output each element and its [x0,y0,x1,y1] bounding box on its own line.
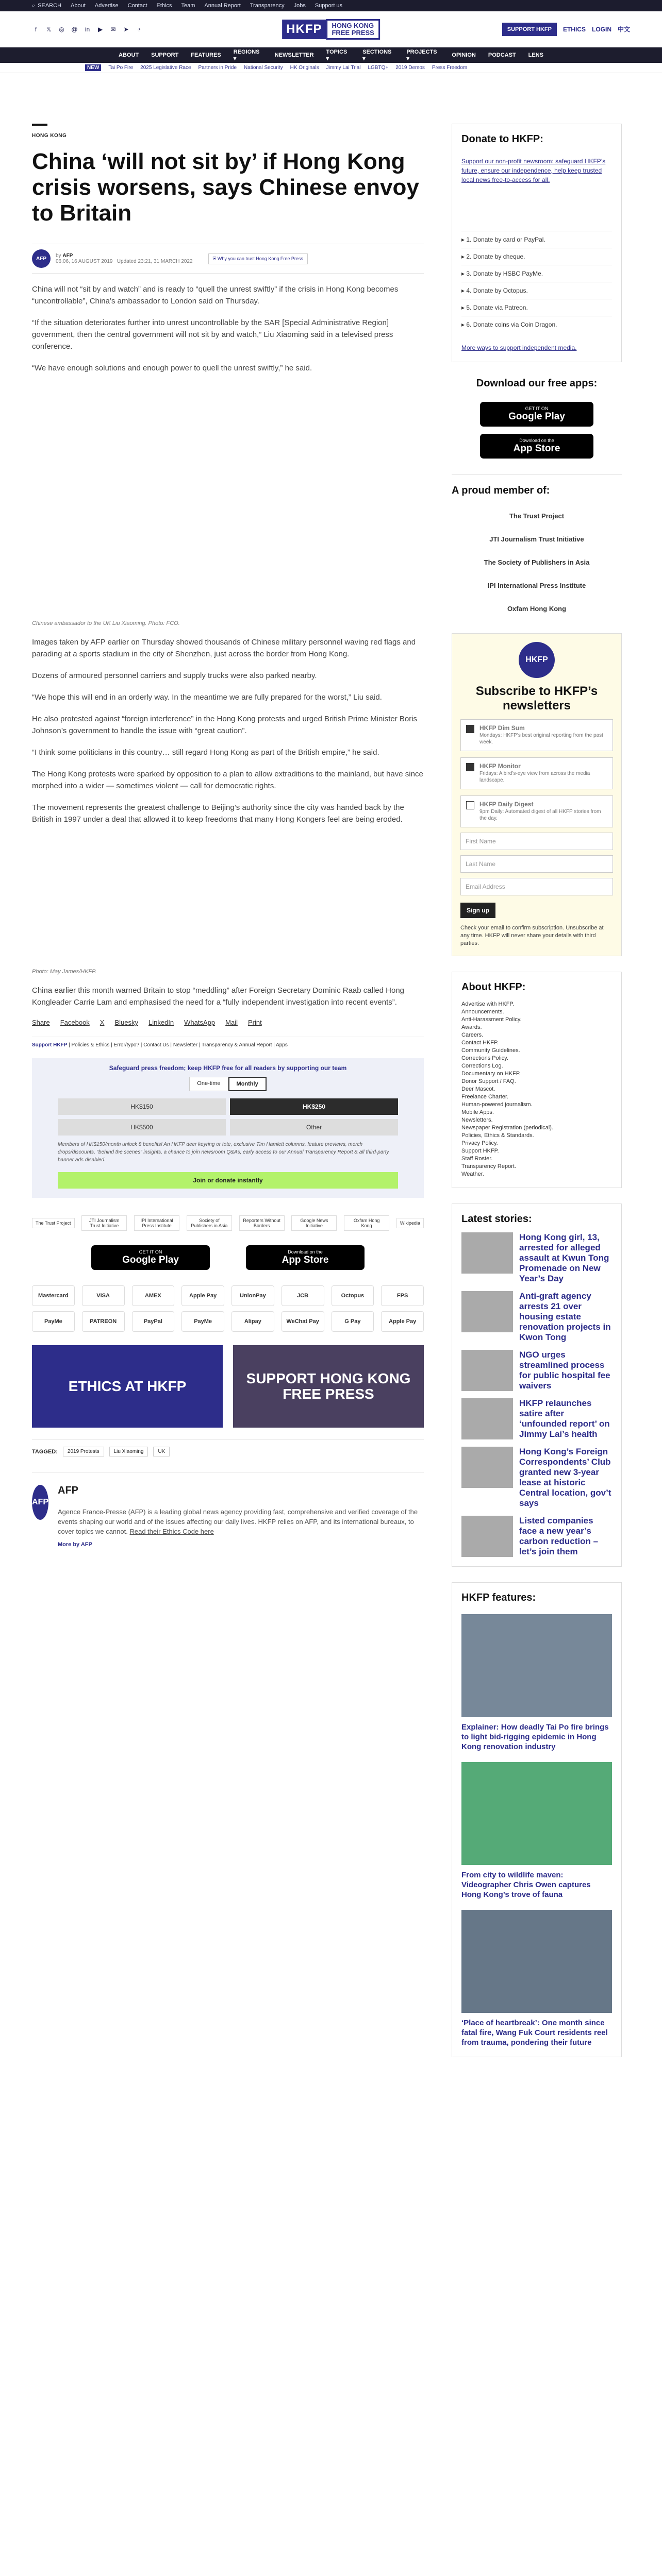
topbar-team[interactable]: Team [181,3,195,9]
about-link[interactable]: Transparency Report. [461,1163,516,1170]
partner-logo[interactable]: Google News Initiative [291,1215,337,1231]
newsletter-option[interactable]: HKFP Daily Digest 9pm Daily: Automated digest of all HKFP stories from the day. [460,795,613,827]
linkedin-icon[interactable]: in [85,25,90,33]
newsletter-widget [452,633,622,956]
chevron-right-icon: ▸ [461,304,465,311]
google-play-button[interactable]: GET IT ON Google Play [91,1245,210,1270]
shield-icon: ⛨ [212,256,217,261]
updated-date: Updated 23:21, 31 MARCH 2022 [117,259,193,264]
chevron-down-icon: ▾ [326,55,329,62]
topbar-advertise[interactable]: Advertise [94,3,119,9]
error-link[interactable]: Error/typo? [113,1042,140,1048]
ethics-code-link[interactable]: Read their Ethics Code here [129,1528,214,1535]
donation-box [32,1058,424,1198]
share-print[interactable]: Print [247,1019,262,1026]
share-facebook[interactable]: Facebook [60,1019,90,1026]
nav-lens[interactable]: LENS [528,52,543,58]
image-caption: Chinese ambassador to the UK Liu Xiaoming. Photo: FCO. [32,620,180,626]
tag[interactable]: UK [153,1447,170,1456]
story-thumbnail [461,1516,513,1557]
story-thumbnail [461,1447,513,1488]
apps-title: Download our free apps: [476,378,598,389]
article-image [32,825,424,959]
feature-link[interactable]: ‘Place of heartbreak’: One month since fatal fire, Wang Fuk Court residents reel from trauma, pondering their future [461,2019,608,2047]
latest-story[interactable]: Listed companies face a new year’s carbon reduction – let’s join them [461,1516,612,1557]
author-name[interactable]: AFP [58,1485,78,1496]
chevron-right-icon: ▸ [461,236,465,243]
hkfp-logo: HKFP [519,642,555,678]
donate-option[interactable]: ▸ 2. Donate by cheque. [461,248,612,265]
unionpay-icon: UnionPay [231,1285,274,1306]
join-donate-button[interactable]: Join or donate instantly [58,1172,398,1189]
donate-option[interactable]: ▸ 6. Donate coins via Coin Dragon. [461,316,612,333]
nav-topics[interactable]: TOPICS ▾ [326,48,347,62]
member-logo[interactable]: JTI Journalism Trust Initiative [489,535,584,543]
topbar-about[interactable]: About [71,3,86,9]
about-link[interactable]: Contact HKFP. [461,1040,499,1046]
topbar-contact[interactable]: Contact [127,3,147,9]
donate-option[interactable]: ▸ 1. Donate by card or PayPal. [461,231,612,248]
about-link[interactable]: Documentary on HKFP. [461,1071,521,1077]
chevron-right-icon: ▸ [461,321,465,328]
fps-icon: FPS [381,1285,424,1306]
about-link[interactable]: Community Guidelines. [461,1047,520,1054]
about-link[interactable]: Newspaper Registration (periodical). [461,1125,553,1131]
latest-story[interactable]: Anti-graft agency arrests 21 over housing estate renovation projects in Kwon Tong [461,1291,612,1343]
about-link[interactable]: Mobile Apps. [461,1109,494,1115]
trending-link[interactable]: 2025 Legislative Race [140,65,191,71]
patreon-icon: PATREON [82,1311,125,1332]
trending-link[interactable]: Jimmy Lai Trial [326,65,361,71]
paragraph: “We hope this will end in an orderly way. In the meantime we are fully prepared for the worst,” Liu said. [32,693,382,702]
image-caption: Photo: May James/HKFP. [32,969,97,975]
contact-link[interactable]: Contact Us [143,1042,169,1048]
social-links [32,25,143,33]
chevron-down-icon: ▾ [362,55,366,62]
facebook-icon[interactable]: f [35,25,37,33]
about-link[interactable]: Advertise with HKFP. [461,1001,515,1007]
payment-methods [32,1285,424,1332]
nav-about[interactable]: ABOUT [119,52,139,58]
partner-logos [32,1215,424,1231]
trust-button[interactable]: ⛨ Why you can trust Hong Kong Free Press [208,253,308,264]
share-bar [32,1019,424,1028]
paypal-icon: PayPal [132,1311,175,1332]
jcb-icon: JCB [282,1285,324,1306]
topbar-jobs[interactable]: Jobs [293,3,306,9]
about-link[interactable]: Staff Roster. [461,1156,493,1162]
author-box [32,1472,424,1548]
monthly-tab[interactable]: Monthly [228,1077,267,1091]
about-link[interactable]: Careers. [461,1032,484,1038]
x-icon[interactable]: 𝕏 [46,25,52,33]
partner-logo[interactable]: The Trust Project [32,1218,75,1228]
donate-option[interactable]: ▸ 4. Donate by Octopus. [461,282,612,299]
share-x[interactable]: X [100,1019,105,1026]
paragraph: “If the situation deteriorates further into unrest uncontrollable by the SAR [Special Administrative Region] government, then the central government will not sit by and watch,” Liu Xiaoming said in a televised press conference. [32,318,393,351]
ethics-banner[interactable]: ETHICS AT HKFP [32,1345,223,1428]
membership-note: Members of HK$150/month unlock 8 benefits! An HKFP deer keyring or tote, exclusive Tim Hamlett columns, feature previews, merch drops/discounts, “behind the scenes” insights, a chance to join newsroom Q&As, early access to our Annual Transparency Report & all third-party banner ads disabled. [58,1142,389,1163]
chevron-down-icon: ▾ [233,55,237,62]
topbar-transparency[interactable]: Transparency [250,3,285,9]
author-bio: Agence France-Presse (AFP) is a leading global news agency providing fast, comprehensive and verified coverage of the events shaping our world and of the issues affecting our daily lives. HKFP relies on AFP, and its international bureaux, to cover topics we cannot. Read their Ethics Code here [58,1508,418,1535]
nav-podcast[interactable]: PODCAST [488,52,516,58]
donate-option[interactable]: ▸ 3. Donate by HSBC PayMe. [461,265,612,282]
feature-link[interactable]: Explainer: How deadly Tai Po fire brings to light bid-rigging epidemic in Hong Kong renovation industry [461,1723,609,1751]
about-link[interactable]: Support HKFP. [461,1148,499,1154]
last-name-field[interactable]: Last Name [460,855,613,873]
google-pay-icon: G Pay [332,1311,374,1332]
features-widget: HKFP features: Explainer: How deadly Tai Po fire brings to light bid-rigging epidemic in Hong Kong renovation industry From city to wildlife maven: Videographer Chris Owen captures Hong Kong’s trove of fauna ‘Place of heartbreak’: One month since fatal fire, Wang Fuk Court residents reel from trauma, pondering their future [452,1582,622,2057]
member-logo[interactable]: The Society of Publishers in Asia [484,558,590,566]
donation-heading: Safeguard press freedom; keep HKFP free for all readers by supporting our team [109,1064,347,1072]
mastercard-icon: Mastercard [32,1285,75,1306]
apple-pay-icon: Apple Pay [381,1311,424,1332]
login-link[interactable]: LOGIN [591,25,611,33]
author-avatar[interactable]: AFP [32,1485,48,1520]
about-link[interactable]: Corrections Log. [461,1063,503,1069]
sidebar [452,124,622,2057]
language-switch[interactable]: 中文 [617,26,630,33]
paragraph: “We have enough solutions and enough power to quell the unrest swiftly,” he said. [32,364,312,372]
partner-logo[interactable]: Society of Publishers in Asia [187,1215,232,1231]
apps-link[interactable]: Apps [276,1042,288,1048]
chevron-right-icon: ▸ [461,253,465,260]
story-thumbnail [461,1350,513,1391]
article-category[interactable]: HONG KONG [32,133,67,139]
about-link[interactable]: Weather. [461,1171,484,1177]
trending-link[interactable]: National Security [244,65,283,71]
chevron-right-icon: ▸ [461,270,465,277]
one-time-tab[interactable]: One-time [189,1077,228,1091]
new-badge: NEW [85,64,101,71]
latest-story[interactable]: NGO urges streamlined process for public hospital fee waivers [461,1350,612,1391]
partner-logo[interactable]: JTI Journalism Trust Initiative [81,1215,127,1231]
partner-logo[interactable]: Oxfam Hong Kong [344,1215,389,1231]
apple-pay-icon: Apple Pay [181,1285,224,1306]
support-hkfp-link[interactable]: Support HKFP [32,1042,68,1048]
nav-features[interactable]: FEATURES [191,52,221,58]
topbar-support[interactable]: Support us [315,3,343,9]
amex-icon: AMEX [132,1285,175,1306]
support-hkfp-button[interactable]: SUPPORT HKFP [502,23,557,36]
nav-newsletter[interactable]: NEWSLETTER [274,52,314,58]
paragraph: China will not “sit by and watch” and is ready to “quell the unrest swiftly” if the crisis in Hong Kong becomes “uncontrollable”, China’s ambassador to London said on Thursday. [32,285,399,306]
checkbox-checked[interactable] [466,725,474,733]
feature-image[interactable] [461,1910,612,2013]
about-link[interactable]: Deer Mascot. [461,1086,495,1092]
search-link[interactable]: ⌕ SEARCH [32,2,62,9]
story-thumbnail [461,1398,513,1439]
email-icon[interactable]: ✉ [110,25,116,33]
topbar-annual-report[interactable]: Annual Report [204,3,241,9]
about-link[interactable]: Announcements. [461,1009,504,1015]
search-icon: ⌕ [32,2,36,9]
paragraph: The Hong Kong protests were sparked by opposition to a plan to allow extraditions to the mainland, but have since morphed into a wider — sometimes violent — call for democratic rights. [32,770,423,790]
main-nav [0,47,662,63]
trending-link[interactable]: HK Originals [290,65,319,71]
tags-row: TAGGED: 2019 Protests Liu Xiaoming UK [32,1439,424,1456]
youtube-icon[interactable]: ▶ [97,25,103,33]
nav-support[interactable]: SUPPORT [151,52,179,58]
share-mail[interactable]: Mail [225,1019,238,1026]
trending-link[interactable]: Tai Po Fire [108,65,134,71]
nav-projects[interactable]: PROJECTS ▾ [406,48,437,62]
google-play-button[interactable]: GET IT ON Google Play [480,402,593,427]
payme-icon: PayMe [32,1311,75,1332]
apps-widget [452,378,622,459]
about-link[interactable]: Policies, Ethics & Standards. [461,1132,534,1139]
share-linkedin[interactable]: LinkedIn [148,1019,174,1026]
partner-logo[interactable]: Reporters Without Borders [239,1215,285,1231]
checkbox[interactable] [466,801,474,809]
byline: AFP by AFP 06:06, 16 AUGUST 2019 Updated 23:21, 31 MARCH 2022 ⛨ Why you can trust Hong Kong Free Press [32,244,424,274]
trending-bar [0,63,662,73]
about-link[interactable]: Corrections Policy. [461,1055,508,1061]
top-utility-bar [0,0,662,11]
checkbox-checked[interactable] [466,763,474,771]
payme-icon: PayMe [181,1311,224,1332]
tag[interactable]: Liu Xiaoming [109,1447,148,1456]
about-link[interactable]: Anti-Harassment Policy. [461,1016,522,1023]
trending-link[interactable]: Partners in Pride [198,65,237,71]
nav-regions[interactable]: REGIONS ▾ [233,48,260,62]
app-store-button[interactable]: Download on the App Store [480,434,593,459]
tag[interactable]: 2019 Protests [63,1447,104,1456]
about-link[interactable]: Newsletters. [461,1117,493,1123]
author-avatar[interactable]: AFP [32,249,51,268]
feature-link[interactable]: From city to wildlife maven: Videographer Chris Owen captures Hong Kong’s trove of fauna [461,1871,591,1899]
footer-links: Support HKFP | Policies & Ethics | Error/typo? | Contact Us | Newsletter | Transparency & Annual Report | Apps [32,1037,424,1048]
member-logo[interactable]: IPI International Press Institute [487,582,586,589]
share-whatsapp[interactable]: WhatsApp [184,1019,216,1026]
story-thumbnail [461,1291,513,1332]
nav-sections[interactable]: SECTIONS ▾ [362,48,392,62]
policies-link[interactable]: Policies & Ethics [71,1042,110,1048]
article-image [32,374,424,611]
paragraph: Images taken by AFP earlier on Thursday showed thousands of Chinese military personnel waving red flags and parading at a sports stadium in the city of Shenzhen, just across the border from Hong Kong. [32,638,416,658]
paragraph: Dozens of armoured personnel carriers and supply trucks were also parked nearby. [32,671,317,680]
share-bluesky[interactable]: Bluesky [114,1019,138,1026]
donate-widget [452,124,622,362]
member-widget: A proud member of: The Trust Project JTI Journalism Trust Initiative The Society of Publishers in Asia IPI International Press Institute Oxfam Hong Kong [452,474,622,613]
chevron-right-icon: ▸ [461,287,465,294]
partner-logo[interactable]: IPI International Press Institute [134,1215,179,1231]
article [32,124,424,1548]
trending-link[interactable]: Press Freedom [432,65,468,71]
app-store-buttons [32,1245,424,1270]
newsletter-title: Subscribe to HKFP’s newsletters [475,684,598,713]
more-ways-link[interactable]: More ways to support independent media. [461,344,577,351]
signup-button[interactable]: Sign up [460,903,495,918]
nav-opinion[interactable]: OPINION [452,52,476,58]
amount-option-selected[interactable]: HK$250 [230,1098,398,1115]
about-link[interactable]: Privacy Policy. [461,1140,498,1146]
newsletter-note: Check your email to confirm subscription. Unsubscribe at any time. HKFP will never share your details with third parties. [460,925,604,946]
transparency-link[interactable]: Transparency & Annual Report [202,1042,272,1048]
amount-option[interactable]: HK$150 [58,1098,226,1115]
threads-icon[interactable]: @ [71,25,78,33]
telegram-icon[interactable]: ➤ [123,25,129,33]
amount-option[interactable]: HK$500 [58,1119,226,1136]
share-link[interactable]: Share [32,1019,50,1026]
about-link[interactable]: Human-powered journalism. [461,1101,533,1108]
donate-text-link[interactable]: Support our non-profit newsroom: safeguard HKFP’s future, ensure our independence, help keep trusted local news free-to-access for all. [461,158,606,183]
chevron-down-icon: ▾ [406,55,409,62]
partner-logo[interactable]: Wikipedia [396,1218,424,1228]
trending-link[interactable]: LGBTQ+ [368,65,389,71]
author-name[interactable]: AFP [62,253,73,259]
trending-link[interactable]: 2019 Demos [395,65,425,71]
more-by-author-link[interactable]: More by AFP [58,1541,92,1548]
latest-stories-widget: Latest stories: Hong Kong girl, 13, arrested for alleged assault at Kwun Tong Promenade on New Year’s Day Anti-graft agency arrests 21 over housing estate renovation projects in Kwon Tong NGO urges streamlined process for public hospital fee waivers HKFP relaunches satire after ‘unfounded report’ on Jimmy Lai’s health Hong Kong’s Foreign Correspondents’ Club granted new 3-year lease at historic Central location, gov’t says Listed companies face a new year’s carbon reduction – let’s join them [452,1204,622,1567]
story-thumbnail [461,1232,513,1274]
about-link[interactable]: Freelance Charter. [461,1094,509,1100]
ethics-link[interactable]: ETHICS [562,25,586,33]
rss-icon[interactable]: ◔ [137,25,141,33]
instagram-icon[interactable]: ◎ [59,25,64,33]
feature-image[interactable] [461,1614,612,1717]
promo-banners [32,1345,424,1428]
wechat-pay-icon: WeChat Pay [282,1311,324,1332]
newsletter-option[interactable]: HKFP Monitor Fridays: A bird’s-eye view from across the media landscape. [460,757,613,789]
support-banner[interactable]: SUPPORT HONG KONG FREE PRESS [233,1345,424,1428]
amount-option-other[interactable]: Other [230,1119,398,1136]
octopus-icon: Octopus [332,1285,374,1306]
member-logo[interactable]: Oxfam Hong Kong [507,605,567,613]
first-name-field[interactable]: First Name [460,833,613,850]
email-field[interactable]: Email Address [460,878,613,895]
newsletter-option[interactable]: HKFP Dim Sum Mondays: HKFP’s best original reporting from the past week. [460,719,613,751]
member-logo[interactable]: The Trust Project [509,512,565,520]
paragraph: “I think some politicians in this country… still regard Hong Kong as part of the British empire,” he said. [32,748,379,757]
feature-image[interactable] [461,1762,612,1865]
donate-option[interactable]: ▸ 5. Donate via Patreon. [461,299,612,316]
topbar-ethics[interactable]: Ethics [156,3,172,9]
hkfp-logo[interactable]: HKFP HONG KONG FREE PRESS [282,19,380,40]
article-title: China ‘will not sit by’ if Hong Kong crisis worsens, says Chinese envoy to Britain [32,149,419,226]
app-store-button[interactable]: Download on the App Store [246,1245,365,1270]
visa-icon: VISA [82,1285,125,1306]
donate-title: Donate to HKFP: [461,133,543,145]
latest-story[interactable]: Hong Kong girl, 13, arrested for alleged assault at Kwun Tong Promenade on New Year’s Day [461,1232,612,1284]
about-widget: About HKFP: Advertise with HKFP. Announcements. Anti-Harassment Policy. Awards. Careers. Contact HKFP. Community Guidelines. Corrections Policy. Corrections Log. Documentary on HKFP. Donor Support / FAQ. Deer Mascot. Freelance Charter. Human-powered journalism. Mobile Apps. Newsletters. Newspaper Registration (periodical). Policies, Ethics & Standards. Privacy Policy. Support HKFP. Staff Roster. Transparency Report. Weather. [452,972,622,1188]
publish-date: 06:06, 16 AUGUST 2019 [56,259,113,264]
paragraph: The movement represents the greatest challenge to Beijing’s authority since the city was handed back by the British in 1997 under a deal that allowed it to keep freedoms that many Hong Kongers feel are being eroded. [32,803,404,824]
site-header [0,11,662,47]
title-rule [32,124,47,126]
newsletter-link[interactable]: Newsletter [173,1042,198,1048]
latest-story[interactable]: Hong Kong’s Foreign Correspondents’ Club granted new 3-year lease at historic Central location, gov’t says [461,1447,612,1509]
paragraph: China earlier this month warned Britain to stop “meddling” after Foreign Secretary Dominic Raab called Hong Kongleader Carrie Lam and emphasised the need for a “fully independent investigation into recent events”. [32,986,405,1007]
paragraph: He also protested against “foreign interference” in the Hong Kong protests and urged British Prime Minister Boris Johnson’s government to handle the issue with “great caution”. [32,715,418,735]
about-link[interactable]: Awards. [461,1024,482,1030]
alipay-icon: Alipay [231,1311,274,1332]
latest-story[interactable]: HKFP relaunches satire after ‘unfounded report’ on Jimmy Lai’s health [461,1398,612,1439]
about-link[interactable]: Donor Support / FAQ. [461,1078,516,1084]
